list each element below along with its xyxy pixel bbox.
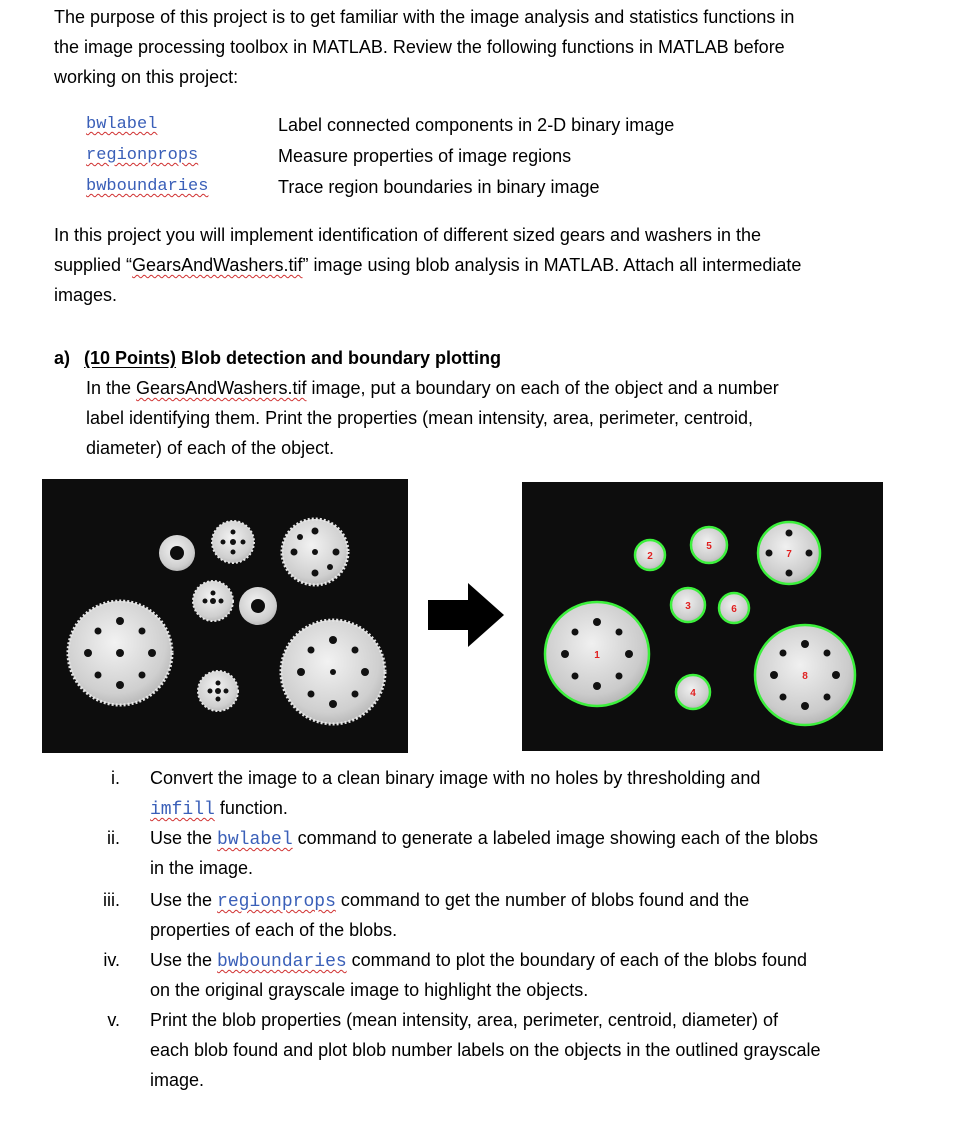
small-gear-2 [193, 581, 233, 621]
step-iii-cont: properties of each of the blobs. [150, 920, 398, 940]
small-gear-1 [212, 521, 254, 563]
function-name-bwboundaries[interactable]: bwboundaries [86, 177, 209, 196]
blob-label-2: 2 [647, 551, 653, 562]
command-imfill: imfill [150, 800, 215, 820]
washer-2 [239, 587, 277, 625]
blob-label-8: 8 [802, 671, 808, 682]
original-image [42, 479, 408, 753]
medium-gear-1 [282, 519, 348, 585]
blob-label-4: 4 [690, 688, 696, 699]
command-regionprops: regionprops [217, 892, 336, 912]
blob-label-7: 7 [786, 549, 792, 560]
step-i-cont: imfill function. [150, 798, 288, 820]
function-name-bwlabel[interactable]: bwlabel [86, 115, 158, 134]
small-gear-3 [198, 671, 238, 711]
part-a-label: a) [54, 348, 71, 368]
filename-gears-and-washers-2: GearsAndWashers.tif [136, 378, 307, 398]
step-number-iii: iii. [103, 890, 120, 910]
function-desc-regionprops: Measure properties of image regions [278, 146, 572, 166]
right-arrow-icon [424, 580, 508, 650]
intro-line-2: the image processing toolbox in MATLAB. Review the following functions in MATLAB before [54, 37, 785, 57]
project-line-1: In this project you will implement identification of different sized gears and washers in the [54, 225, 762, 245]
intro-line-3: working on this project: [54, 67, 239, 87]
step-number-i: i. [111, 768, 120, 788]
part-a-title: Blob detection and boundary plotting [181, 348, 502, 368]
step-iv-text: Use the bwboundaries command to plot the boundary of each of the blobs found [150, 950, 807, 972]
filename-gears-and-washers: GearsAndWashers.tif [132, 255, 303, 275]
washer-1 [159, 535, 195, 571]
step-number-ii: ii. [107, 828, 120, 848]
step-v-line-2: each blob found and plot blob number labels on the objects in the outlined grayscale [150, 1040, 821, 1060]
labeled-boundary-image [522, 482, 883, 751]
blob-label-3: 3 [685, 601, 691, 612]
step-number-iv: iv. [103, 950, 120, 970]
step-i-text: Convert the image to a clean binary image with no holes by thresholding and [150, 768, 761, 788]
part-a-points: (10 Points) [84, 348, 177, 368]
step-v-line-1: Print the blob properties (mean intensity, area, perimeter, centroid, diameter) of [150, 1010, 778, 1030]
part-a-line-1: In the GearsAndWashers.tif image, put a boundary on each of the object and a number [86, 378, 779, 398]
part-a-line-2: label identifying them. Print the properties (mean intensity, area, perimeter, centroid, [86, 408, 754, 428]
large-gear-left [68, 601, 172, 705]
function-desc-bwlabel: Label connected components in 2-D binary image [278, 115, 675, 135]
project-line-2: supplied “GearsAndWashers.tif” image using blob analysis in MATLAB. Attach all intermediate [54, 255, 802, 275]
function-name-regionprops[interactable]: regionprops [86, 146, 199, 165]
blob-label-1: 1 [594, 650, 600, 661]
blob-label-5: 5 [706, 541, 712, 552]
blob-label-6: 6 [731, 604, 737, 615]
command-bwlabel: bwlabel [217, 830, 293, 850]
part-a-heading [54, 343, 501, 373]
part-a-line-3: diameter) of each of the object. [86, 438, 335, 458]
step-number-v: v. [107, 1010, 120, 1030]
step-iii-text: Use the regionprops command to get the number of blobs found and the [150, 890, 750, 912]
step-ii-text: Use the bwlabel command to generate a labeled image showing each of the blobs [150, 828, 819, 850]
step-iv-cont: on the original grayscale image to highlight the objects. [150, 980, 589, 1000]
step-ii-cont: in the image. [150, 858, 254, 878]
step-v-line-3: image. [150, 1070, 205, 1090]
project-line-3: images. [54, 285, 118, 305]
intro-line-1: The purpose of this project is to get familiar with the image analysis and statistics functions in [54, 7, 795, 27]
function-desc-bwboundaries: Trace region boundaries in binary image [278, 177, 600, 197]
command-bwboundaries: bwboundaries [217, 952, 347, 972]
large-gear-right [281, 620, 385, 724]
